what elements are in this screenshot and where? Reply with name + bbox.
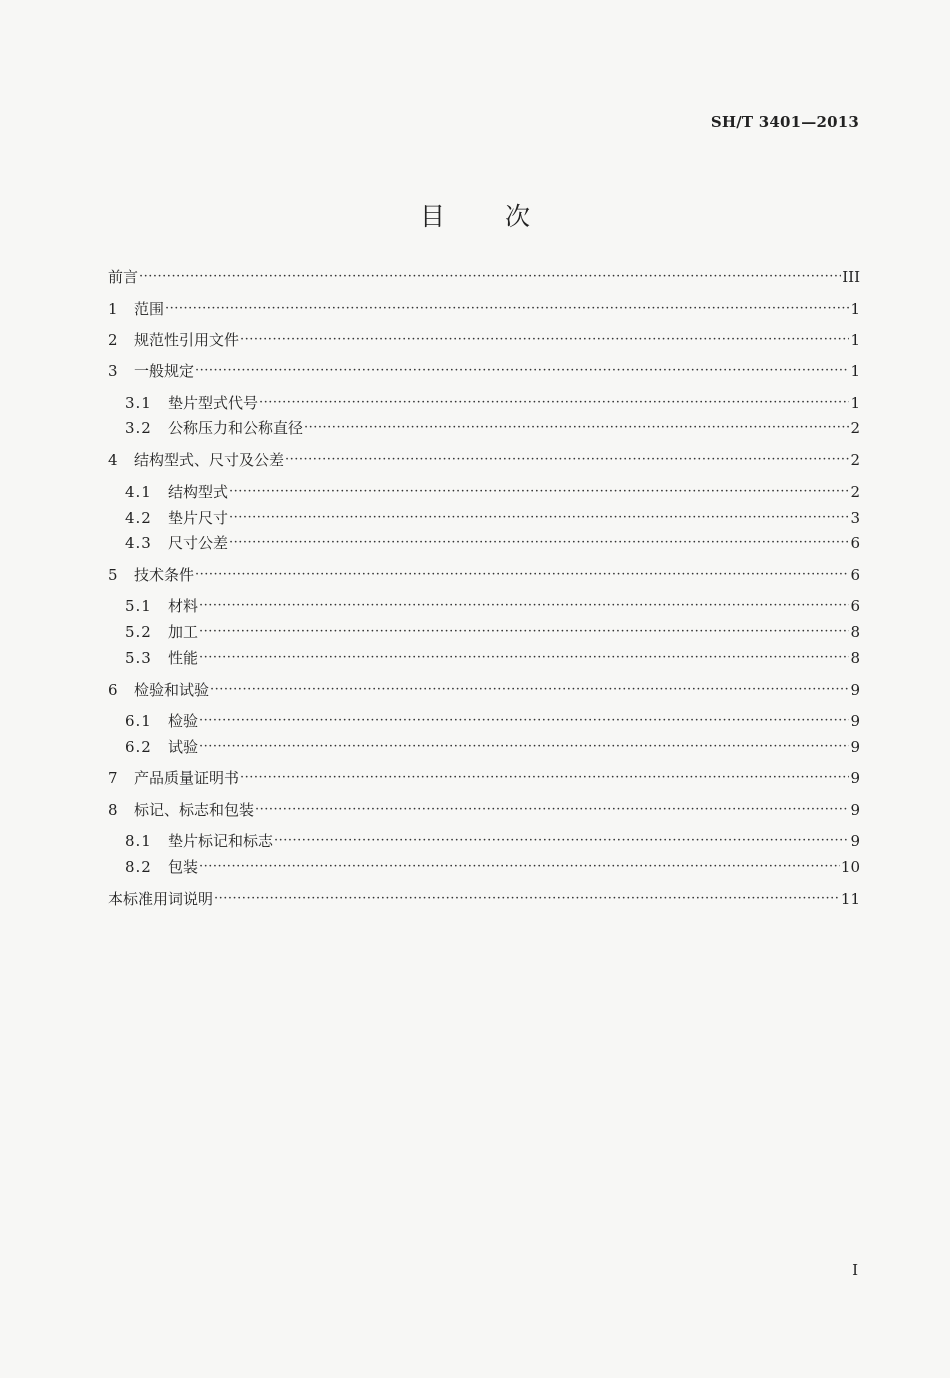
- dot-leader: [304, 417, 849, 439]
- dot-leader: [199, 856, 840, 878]
- toc-entry-page: 9: [850, 712, 860, 730]
- toc-entry-label: 垫片型式代号: [168, 394, 259, 412]
- dot-leader: [195, 564, 849, 586]
- toc-entry-page: 11: [840, 890, 860, 908]
- toc-entry-number: 8: [108, 801, 118, 819]
- toc-entry[interactable]: [108, 266, 860, 288]
- dot-leader: [229, 507, 849, 529]
- toc-entry-page: 6: [850, 597, 860, 615]
- dot-leader: [199, 736, 849, 758]
- toc-entry[interactable]: [108, 799, 860, 821]
- toc-entry-label: 本标准用词说明: [108, 890, 214, 908]
- toc-entry[interactable]: [125, 507, 860, 529]
- toc-entry-label: 性能: [168, 649, 199, 667]
- toc-entry-number: 6.1: [125, 712, 152, 730]
- dot-leader: [195, 360, 849, 382]
- toc-entry-page: 2: [850, 451, 860, 469]
- dot-leader: [229, 532, 849, 554]
- toc-entry-page: 8: [850, 623, 860, 641]
- toc-entry[interactable]: [125, 647, 860, 669]
- dot-leader: [240, 329, 849, 351]
- toc-entry-page: 9: [850, 801, 860, 819]
- dot-leader: [199, 621, 849, 643]
- toc-entry-number: 5.3: [125, 649, 152, 667]
- dot-leader: [259, 392, 849, 414]
- toc-entry-page: 9: [850, 681, 860, 699]
- toc-entry[interactable]: [125, 392, 860, 414]
- dot-leader: [240, 767, 849, 789]
- dot-leader: [199, 710, 849, 732]
- toc-entry-number: 7: [108, 769, 118, 787]
- toc-entry-number: 8.2: [125, 858, 152, 876]
- toc-entry-number: 3.2: [125, 419, 152, 437]
- toc-entry-label: 检验: [168, 712, 199, 730]
- toc-entry-label: 试验: [168, 738, 199, 756]
- toc-entry[interactable]: [125, 481, 860, 503]
- toc-entry-label: 结构型式、尺寸及公差: [134, 451, 285, 469]
- toc-entry[interactable]: [108, 888, 860, 910]
- page-folio: I: [852, 1261, 858, 1279]
- toc-entry-page: 6: [850, 566, 860, 584]
- toc-entry[interactable]: [125, 710, 860, 732]
- toc-entry-label: 规范性引用文件: [134, 331, 240, 349]
- toc-entry-page: 2: [850, 483, 860, 501]
- dot-leader: [165, 298, 849, 320]
- toc-entry-label: 垫片尺寸: [168, 509, 229, 527]
- toc-entry-page: 9: [850, 738, 860, 756]
- toc-entry-number: 6.2: [125, 738, 152, 756]
- toc-entry[interactable]: [108, 564, 860, 586]
- toc-entry[interactable]: [125, 830, 860, 852]
- dot-leader: [274, 830, 849, 852]
- toc-entry-label: 尺寸公差: [168, 534, 229, 552]
- toc-entry-label: 一般规定: [134, 362, 195, 380]
- toc-entry-number: 2: [108, 331, 118, 349]
- toc-entry-label: 垫片标记和标志: [168, 832, 274, 850]
- toc-entry-page: 9: [850, 832, 860, 850]
- dot-leader: [139, 266, 841, 288]
- toc-entry-label: 检验和试验: [134, 681, 210, 699]
- toc-entry-label: 标记、标志和包装: [134, 801, 255, 819]
- toc-entry-number: 5.1: [125, 597, 152, 615]
- toc-entry[interactable]: [125, 856, 860, 878]
- toc-entry[interactable]: [108, 449, 860, 471]
- toc-entry[interactable]: [125, 532, 860, 554]
- toc-entry-label: 公称压力和公称直径: [168, 419, 304, 437]
- toc-entry[interactable]: [108, 679, 860, 701]
- dot-leader: [229, 481, 849, 503]
- toc-entry-label: 包装: [168, 858, 199, 876]
- toc-entry-number: 3.1: [125, 394, 152, 412]
- toc-entry-page: 9: [850, 769, 860, 787]
- standard-number: SH/T 3401—2013: [710, 113, 859, 131]
- toc-entry[interactable]: [108, 767, 860, 789]
- toc-entry-number: 3: [108, 362, 118, 380]
- dot-leader: [210, 679, 849, 701]
- toc-entry[interactable]: [125, 736, 860, 758]
- dot-leader: [255, 799, 849, 821]
- toc-entry-label: 范围: [134, 300, 165, 318]
- toc-entry-number: 5: [108, 566, 118, 584]
- dot-leader: [214, 888, 840, 910]
- toc-entry-page: 3: [850, 509, 860, 527]
- dot-leader: [285, 449, 849, 471]
- toc-entry-page: 1: [850, 362, 860, 380]
- toc-entry[interactable]: [108, 360, 860, 382]
- toc-entry-page: 1: [850, 300, 860, 318]
- toc-entry-page: 1: [850, 394, 860, 412]
- toc-entry-label: 材料: [168, 597, 199, 615]
- toc-entry-page: 2: [850, 419, 860, 437]
- dot-leader: [199, 647, 849, 669]
- toc-entry-label: 产品质量证明书: [134, 769, 240, 787]
- toc-entry-page: 6: [850, 534, 860, 552]
- toc-entry-number: 8.1: [125, 832, 152, 850]
- toc-entry-label: 技术条件: [134, 566, 195, 584]
- toc-entry-page: 10: [840, 858, 860, 876]
- dot-leader: [199, 595, 849, 617]
- toc-entry-label: 结构型式: [168, 483, 229, 501]
- toc-entry-page: III: [842, 268, 860, 286]
- toc-entry-number: 1: [108, 300, 118, 318]
- toc-entry[interactable]: [125, 417, 860, 439]
- toc-entry-number: 6: [108, 681, 118, 699]
- toc-entry[interactable]: [108, 298, 860, 320]
- toc-entry-number: 5.2: [125, 623, 152, 641]
- toc-entry-number: 4: [108, 451, 118, 469]
- toc-entry-number: 4.3: [125, 534, 152, 552]
- toc-entry-number: 4.1: [125, 483, 152, 501]
- toc-entry[interactable]: [125, 595, 860, 617]
- toc-entry-number: 4.2: [125, 509, 152, 527]
- toc-entry-label: 前言: [108, 268, 139, 286]
- toc-entry-page: 1: [850, 331, 860, 349]
- page-title: 目次: [419, 202, 590, 231]
- toc-entry[interactable]: [108, 329, 860, 351]
- toc-entry-page: 8: [850, 649, 860, 667]
- toc-entry[interactable]: [125, 621, 860, 643]
- toc-entry-label: 加工: [168, 623, 199, 641]
